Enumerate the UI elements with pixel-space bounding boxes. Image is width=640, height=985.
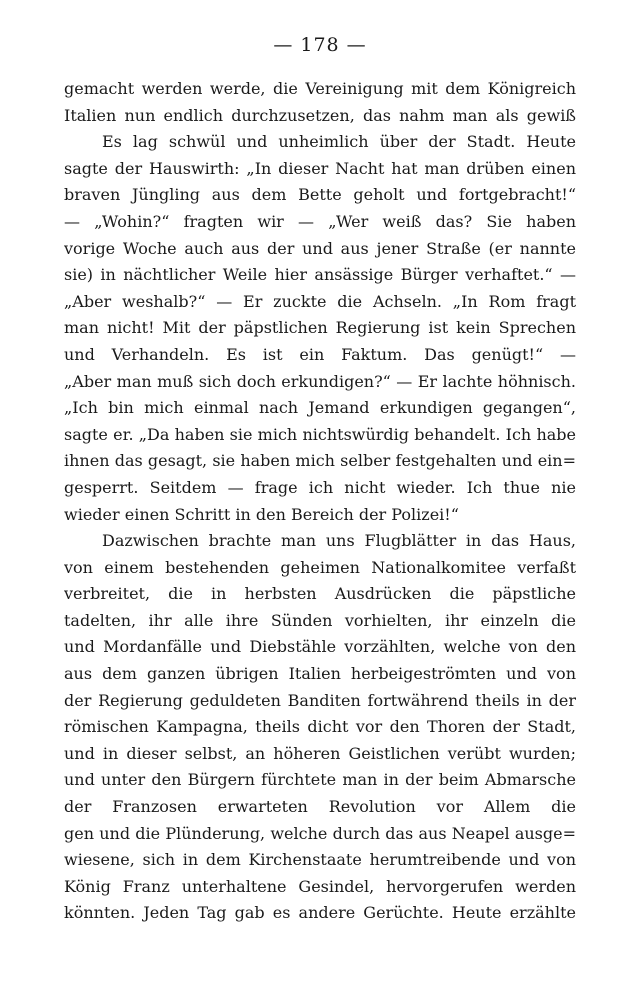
text-line: verbreitet, die in herbsten Ausdrücken die päpstliche bbox=[64, 584, 576, 604]
text-line: wiesene, sich in dem Kirchenstaate herumtreibende und von bbox=[64, 850, 576, 870]
text-line: aus dem ganzen übrigen Italien herbeigeströmten und von bbox=[64, 664, 576, 684]
text-line: „Aber man muß sich doch erkundigen?“ — Er lachte höhnisch. bbox=[64, 371, 576, 391]
text-line: der Franzosen erwarteten Revolution vor Allem die bbox=[64, 797, 576, 817]
text-line: und in dieser selbst, an höheren Geistlichen verübt wurden; bbox=[64, 743, 576, 763]
text-line: „Ich bin mich einmal nach Jemand erkundigen gegangen“, bbox=[64, 398, 576, 418]
text-line: vorige Woche auch aus der und aus jener Straße (er nannte bbox=[64, 238, 576, 258]
body-text bbox=[64, 76, 576, 927]
text-line: König Franz unterhaltene Gesindel, hervorgerufen werden bbox=[64, 876, 576, 896]
text-line: und unter den Bürgern fürchtete man in der beim Abmarsche bbox=[64, 770, 576, 790]
text-line: braven Jüngling aus dem Bette geholt und fortgebracht!“ bbox=[64, 185, 576, 205]
text-line: römischen Kampagna, theils dicht vor den Thoren der Stadt, bbox=[64, 717, 576, 737]
text-line: gesperrt. Seitdem — frage ich nicht wieder. Ich thue nie bbox=[64, 477, 576, 497]
text-line: man nicht! Mit der päpstlichen Regierung ist kein Sprechen bbox=[64, 318, 576, 338]
text-line: tadelten, ihr alle ihre Sünden vorhielten, ihr einzeln die bbox=[64, 610, 576, 630]
text-line: sagte der Hauswirth: „In dieser Nacht hat man drüben einen bbox=[64, 158, 576, 178]
text-line: ihnen das gesagt, sie haben mich selber festgehalten und ein= bbox=[64, 451, 576, 471]
text-line: gen und die Plünderung, welche durch das aus Neapel ausge= bbox=[64, 823, 576, 843]
text-line: sagte er. „Da haben sie mich nichtswürdig behandelt. Ich habe bbox=[64, 424, 576, 444]
text-line: und Mordanfälle und Diebstähle vorzählten, welche von den bbox=[64, 637, 576, 657]
text-line: wieder einen Schritt in den Bereich der Polizei!“ bbox=[64, 504, 459, 524]
text-line: sie) in nächtlicher Weile hier ansässige Bürger verhaftet.“ — bbox=[64, 265, 576, 285]
text-line: „Aber weshalb?“ — Er zuckte die Achseln. „In Rom fragt bbox=[64, 291, 576, 311]
text-line: Es lag schwül und unheimlich über der Stadt. Heute bbox=[102, 132, 576, 152]
text-line: Dazwischen brachte man uns Flugblätter in das Haus, bbox=[102, 531, 576, 551]
text-line: — „Wohin?“ fragten wir — „Wer weiß das? Sie haben bbox=[64, 211, 576, 231]
text-line: und Verhandeln. Es ist ein Faktum. Das genügt!“ — bbox=[64, 344, 576, 364]
text-line: gemacht werden werde, die Vereinigung mit dem Königreich bbox=[64, 79, 576, 98]
text-line: könnten. Jeden Tag gab es andere Gerüchte. Heute erzählte bbox=[64, 903, 576, 923]
text-line: von einem bestehenden geheimen Nationalkomitee verfaßt bbox=[64, 557, 576, 577]
text-line: der Regierung geduldeten Banditen fortwährend theils in der bbox=[64, 690, 576, 710]
text-line: Italien nun endlich durchzusetzen, das nahm man als gewiß bbox=[64, 105, 576, 125]
page-number: — 178 — bbox=[273, 34, 367, 56]
